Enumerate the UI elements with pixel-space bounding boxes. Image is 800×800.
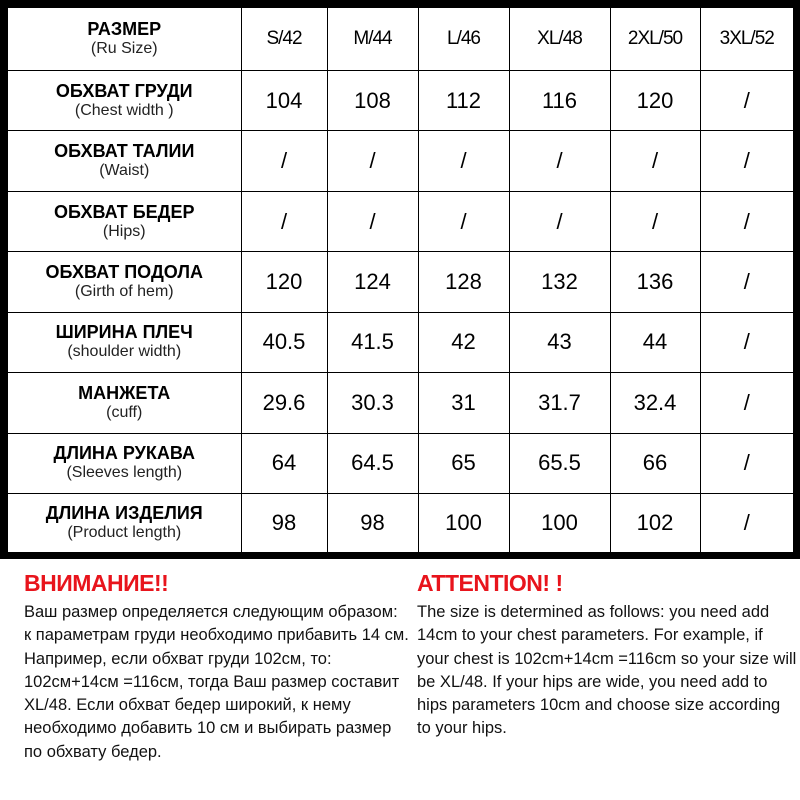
row-label-en: (shoulder width) xyxy=(67,343,182,361)
note-ru-title: ВНИМАНИЕ!! xyxy=(24,570,169,596)
row-label xyxy=(8,70,241,130)
table-cell: / xyxy=(610,191,700,251)
row-label-en: (Waist) xyxy=(99,162,150,180)
table-row xyxy=(8,494,793,552)
table-cell: 100 xyxy=(509,494,610,552)
table-cell: 65.5 xyxy=(509,433,610,493)
size-header: S/42 xyxy=(241,8,327,70)
table-cell: / xyxy=(700,191,793,251)
size-header: 2XL/50 xyxy=(610,8,700,70)
table-cell: 120 xyxy=(610,70,700,130)
note-en xyxy=(417,570,797,741)
row-label-en: (Sleeves length) xyxy=(66,464,183,482)
table-cell: / xyxy=(418,131,509,191)
row-label-ru: ОБХВАТ ТАЛИИ xyxy=(54,141,195,162)
row-label xyxy=(8,131,241,191)
row-label-ru: ДЛИНА РУКАВА xyxy=(53,443,195,464)
table-cell: 132 xyxy=(509,252,610,312)
table-cell: / xyxy=(700,252,793,312)
header-label-en: (Ru Size) xyxy=(90,39,158,57)
note-ru xyxy=(24,570,409,764)
note-en-title: ATTENTION! ! xyxy=(417,570,563,596)
table-cell: / xyxy=(327,131,418,191)
row-label-en: (Girth of hem) xyxy=(74,282,174,300)
table-cell: / xyxy=(610,131,700,191)
note-ru-text: Ваш размер определяется следующим образом: к параметрам груди необходимо прибавить 14 см. Например, если обхват груди 102см, то: 102см+14см =116см, тогда Ваш размер составит XL/48. Если обхват бедер широкий, к нему необходимо добавить 10 см и выбирать размер по обхвату бедер. xyxy=(24,603,409,761)
row-label xyxy=(8,373,241,433)
row-label xyxy=(8,494,241,552)
size-header: XL/48 xyxy=(509,8,610,70)
row-label-ru: МАНЖЕТА xyxy=(78,382,171,403)
table-cell: 102 xyxy=(610,494,700,552)
header-row xyxy=(8,8,793,70)
table-cell: 32.4 xyxy=(610,373,700,433)
table-row xyxy=(8,373,793,433)
table-cell: 128 xyxy=(418,252,509,312)
header-label xyxy=(8,8,241,70)
table-cell: 30.3 xyxy=(327,373,418,433)
size-header: 3XL/52 xyxy=(700,8,793,70)
table-cell: 66 xyxy=(610,433,700,493)
table-row xyxy=(8,252,793,312)
row-label-en: (cuff) xyxy=(106,403,143,421)
table-row xyxy=(8,312,793,372)
header-label-ru: РАЗМЕР xyxy=(87,18,162,39)
table-cell: / xyxy=(241,191,327,251)
table-cell: 120 xyxy=(241,252,327,312)
table-cell: / xyxy=(700,373,793,433)
row-label-en: (Chest width ) xyxy=(74,101,174,119)
table-cell: / xyxy=(418,191,509,251)
table-cell: 108 xyxy=(327,70,418,130)
row-label-ru: ОБХВАТ БЕДЕР xyxy=(54,201,195,222)
table-cell: 98 xyxy=(327,494,418,552)
row-label-ru: ДЛИНА ИЗДЕЛИЯ xyxy=(45,503,203,523)
table-cell: 64 xyxy=(241,433,327,493)
row-label-ru: ШИРИНА ПЛЕЧ xyxy=(55,322,193,343)
table-cell: 31.7 xyxy=(509,373,610,433)
note-en-text: The size is determined as follows: you need add 14cm to your chest parameters. For example, if your chest is 102cm+14cm =116cm so your size will be XL/48. If your hips are wide, you need add to hips parameters 10cm and choose size according to your hips. xyxy=(417,603,797,738)
row-label xyxy=(8,312,241,372)
table-cell: 41.5 xyxy=(327,312,418,372)
table-cell: 64.5 xyxy=(327,433,418,493)
table-cell: 112 xyxy=(418,70,509,130)
size-chart-table xyxy=(8,8,793,552)
table-cell: / xyxy=(327,191,418,251)
row-label-ru: ОБХВАТ ПОДОЛА xyxy=(45,261,203,282)
table-cell: 40.5 xyxy=(241,312,327,372)
table-cell: 116 xyxy=(509,70,610,130)
table-cell: / xyxy=(509,131,610,191)
table-cell: 100 xyxy=(418,494,509,552)
table-cell: / xyxy=(700,494,793,552)
row-label xyxy=(8,252,241,312)
table-cell: 136 xyxy=(610,252,700,312)
row-label-en: (Hips) xyxy=(102,222,146,240)
table-cell: 104 xyxy=(241,70,327,130)
table-row xyxy=(8,191,793,251)
table-cell: 124 xyxy=(327,252,418,312)
row-label xyxy=(8,191,241,251)
table-cell: / xyxy=(241,131,327,191)
table-cell: 31 xyxy=(418,373,509,433)
table-cell: 65 xyxy=(418,433,509,493)
table-cell: / xyxy=(700,131,793,191)
row-label xyxy=(8,433,241,493)
size-header: L/46 xyxy=(418,8,509,70)
table-cell: / xyxy=(700,312,793,372)
table-cell: / xyxy=(700,70,793,130)
table-row xyxy=(8,433,793,493)
table-row xyxy=(8,131,793,191)
table-row xyxy=(8,70,793,130)
table-cell: / xyxy=(509,191,610,251)
size-header: M/44 xyxy=(327,8,418,70)
table-cell: 43 xyxy=(509,312,610,372)
row-label-ru: ОБХВАТ ГРУДИ xyxy=(55,80,193,101)
row-label-en: (Product length) xyxy=(67,524,182,541)
table-cell: / xyxy=(700,433,793,493)
table-cell: 44 xyxy=(610,312,700,372)
table-cell: 98 xyxy=(241,494,327,552)
table-cell: 42 xyxy=(418,312,509,372)
table-cell: 29.6 xyxy=(241,373,327,433)
